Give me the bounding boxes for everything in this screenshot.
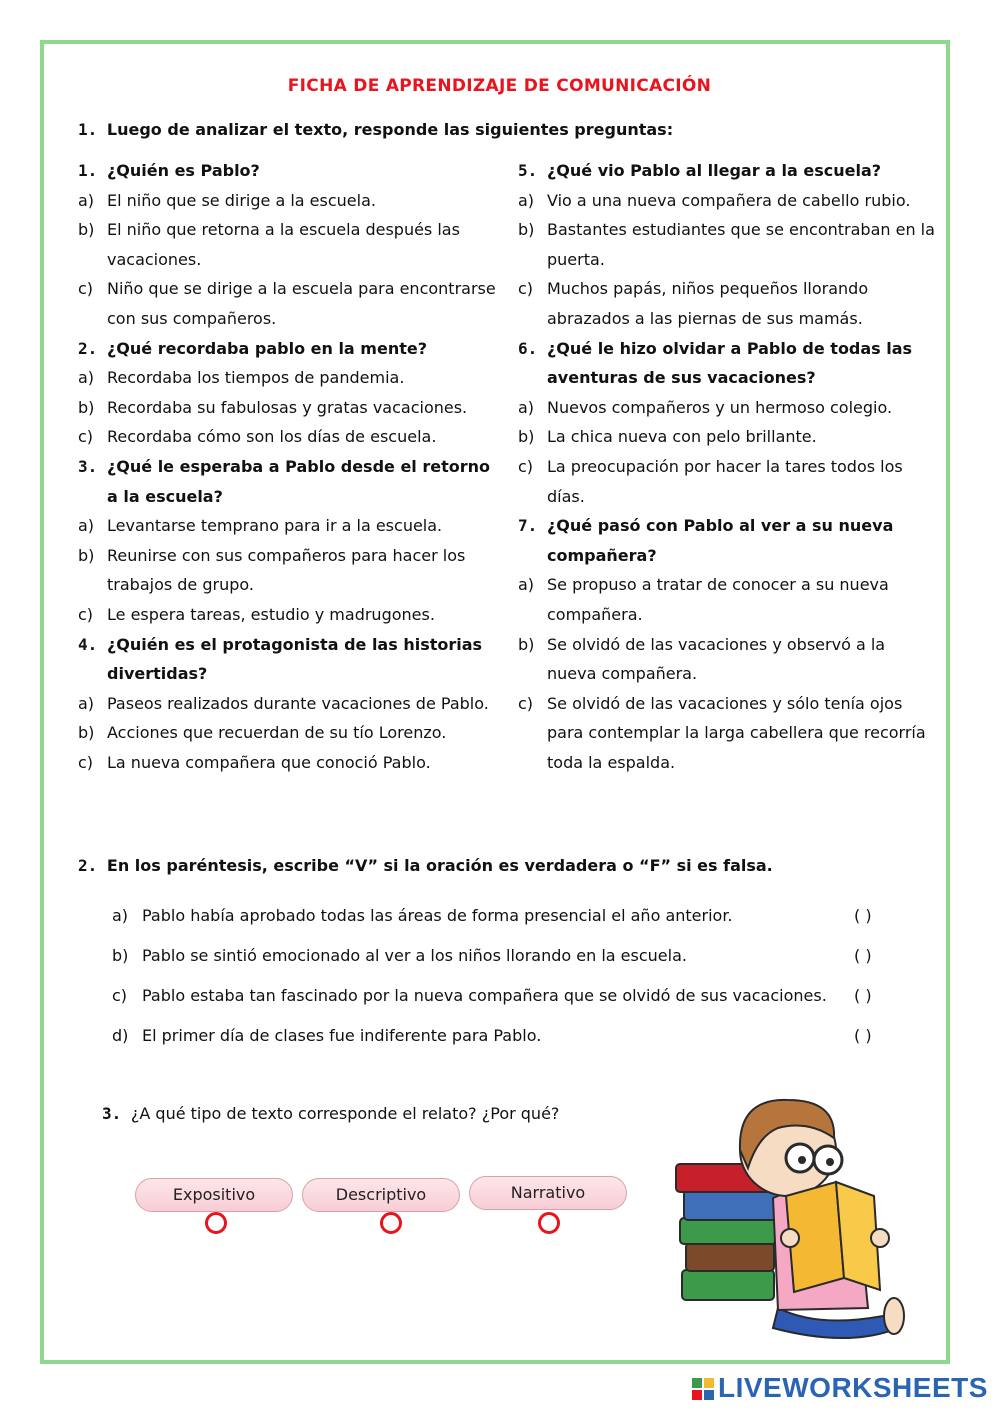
item-text: Nuevos compañeros y un hermoso colegio. [547, 397, 893, 417]
item-text: Acciones que recuerdan de su tío Lorenzo. [107, 723, 447, 743]
item-text: ¿Quién es el protagonista de las historias divertidas? [107, 634, 483, 684]
item-text: La nueva compañera que conoció Pablo. [107, 752, 431, 772]
item-marker: 3. [78, 456, 98, 476]
true-false-item [112, 986, 902, 1010]
section1-heading [78, 120, 673, 139]
answer-option [78, 422, 498, 452]
liveworksheets-brand[interactable]: LIVEWORKSHEETS [718, 1372, 988, 1403]
questions-right-column [518, 156, 938, 777]
item-marker: b) [518, 220, 535, 240]
item-text: La chica nueva con pelo brillante. [547, 427, 817, 447]
radio-descriptivo[interactable] [380, 1212, 402, 1234]
item-text: Recordaba cómo son los días de escuela. [107, 427, 437, 447]
item-marker: b) [78, 723, 95, 743]
questions-left-column [78, 156, 498, 777]
question-item [78, 452, 498, 511]
radio-expositivo[interactable] [205, 1212, 227, 1234]
item-text: Paseos realizados durante vacaciones de Pablo. [107, 693, 489, 713]
question-item [518, 156, 938, 186]
statement-text: Pablo estaba tan fascinado por la nueva compañera que se olvidó de sus vacaciones. [142, 986, 827, 1005]
answer-option [78, 393, 498, 423]
answer-parentheses[interactable]: ( ) [854, 906, 872, 925]
item-text: Le espera tareas, estudio y madrugones. [107, 604, 435, 624]
item-marker: a) [518, 190, 535, 210]
item-marker: a) [518, 397, 535, 417]
item-text: Recordaba los tiempos de pandemia. [107, 368, 405, 388]
section3-question: ¿A qué tipo de texto corresponde el relato? ¿Por qué? [130, 1104, 560, 1123]
book-brown [686, 1243, 774, 1271]
item-text: Recordaba su fabulosas y gratas vacaciones. [107, 397, 468, 417]
answer-option [78, 718, 498, 748]
item-marker: b) [78, 545, 95, 565]
item-marker: a) [112, 906, 129, 925]
radio-narrativo[interactable] [538, 1212, 560, 1234]
item-marker: b) [518, 634, 535, 654]
item-marker: c) [78, 752, 94, 772]
item-marker: c) [518, 456, 534, 476]
question-item [78, 156, 498, 186]
item-text: La preocupación por hacer la tares todos los días. [547, 456, 903, 506]
boy-reading-illustration [668, 1078, 918, 1358]
item-marker: 7. [518, 516, 538, 536]
legs [773, 1308, 898, 1338]
item-marker: a) [518, 575, 535, 595]
item-text: El niño que se dirige a la escuela. [107, 190, 376, 210]
statement-text: El primer día de clases fue indiferente para Pablo. [142, 1026, 542, 1045]
question-item [518, 511, 938, 570]
section2-number: 2. [78, 856, 98, 875]
item-marker: 4. [78, 634, 98, 654]
liveworksheets-logo-icon [692, 1378, 714, 1400]
book-green [680, 1218, 776, 1244]
item-text: El niño que retorna a la escuela después las vacaciones. [107, 220, 460, 269]
item-marker: a) [78, 190, 95, 210]
item-marker: 6. [518, 338, 538, 358]
statement-text: Pablo se sintió emocionado al ver a los niños llorando en la escuela. [142, 946, 687, 965]
book-blue [684, 1190, 778, 1220]
section2-heading [78, 856, 773, 875]
answer-option [518, 689, 938, 778]
answer-option [78, 600, 498, 630]
page-title: FICHA DE APRENDIZAJE DE COMUNICACIÓN [287, 76, 712, 96]
item-marker: c) [78, 279, 94, 299]
answer-option [518, 630, 938, 689]
section2-heading-text: En los paréntesis, escribe “V” si la oración es verdadera o “F” si es falsa. [106, 856, 773, 875]
answer-option [518, 215, 938, 274]
question-item [518, 334, 938, 393]
hand-left [781, 1229, 799, 1247]
option-expositivo[interactable]: Expositivo [135, 1178, 293, 1212]
question-item [78, 630, 498, 689]
item-marker: c) [518, 693, 534, 713]
option-descriptivo[interactable]: Descriptivo [302, 1178, 460, 1212]
item-marker: b) [78, 397, 95, 417]
item-text: Bastantes estudiantes que se encontraban en la puerta. [547, 220, 935, 269]
eye-left [798, 1156, 806, 1164]
item-marker: 2. [78, 338, 98, 358]
answer-option [78, 748, 498, 778]
answer-option [518, 186, 938, 216]
answer-option [78, 541, 498, 600]
item-text: ¿Qué le esperaba a Pablo desde el retorno a la escuela? [107, 456, 491, 506]
item-marker: b) [518, 427, 535, 447]
item-text: Niño que se dirige a la escuela para encontrarse con sus compañeros. [107, 279, 496, 328]
item-text: Reunirse con sus compañeros para hacer los trabajos de grupo. [107, 545, 466, 595]
hand-right [871, 1229, 889, 1247]
item-text: Levantarse temprano para ir a la escuela. [107, 516, 443, 536]
answer-option [518, 393, 938, 423]
answer-option [78, 274, 498, 333]
item-marker: 5. [518, 161, 538, 180]
true-false-item [112, 1026, 902, 1050]
foot [884, 1298, 904, 1334]
item-marker: c) [78, 604, 94, 624]
answer-option [518, 274, 938, 333]
answer-option [518, 452, 938, 511]
answer-option [78, 215, 498, 274]
answer-option [78, 186, 498, 216]
item-marker: d) [112, 1026, 129, 1045]
item-marker: 1. [78, 161, 98, 180]
section1-number: 1. [78, 120, 98, 139]
item-text: Se olvidó de las vacaciones y sólo tenía ojos para contemplar la larga cabellera que recorría toda la espalda. [547, 693, 926, 772]
item-text: ¿Qué recordaba pablo en la mente? [107, 338, 427, 358]
item-marker: b) [78, 220, 95, 240]
option-narrativo[interactable]: Narrativo [469, 1176, 627, 1210]
answer-option [518, 570, 938, 629]
eye-right [826, 1158, 834, 1166]
item-text: Muchos papás, niños pequeños llorando abrazados a las piernas de sus mamás. [547, 279, 869, 328]
item-text: ¿Qué vio Pablo al llegar a la escuela? [547, 161, 882, 180]
answer-parentheses[interactable]: ( ) [854, 986, 872, 1005]
question-item [78, 334, 498, 364]
item-marker: c) [78, 427, 94, 447]
statement-text: Pablo había aprobado todas las áreas de forma presencial el año anterior. [142, 906, 733, 925]
item-marker: b) [112, 946, 129, 965]
item-text: ¿Qué le hizo olvidar a Pablo de todas las aventuras de sus vacaciones? [547, 338, 913, 388]
answer-option [78, 689, 498, 719]
item-text: ¿Quién es Pablo? [107, 161, 260, 180]
item-text: Vio a una nueva compañera de cabello rubio. [547, 190, 911, 210]
item-marker: a) [78, 693, 95, 713]
section3-heading [102, 1104, 559, 1123]
section1-heading-text: Luego de analizar el texto, responde las siguientes preguntas: [106, 120, 674, 139]
section3-number: 3. [102, 1104, 122, 1123]
item-marker: c) [518, 279, 534, 299]
answer-option [78, 363, 498, 393]
item-text: Se propuso a tratar de conocer a su nueva compañera. [547, 575, 889, 624]
item-marker: c) [112, 986, 128, 1005]
answer-option [78, 511, 498, 541]
answer-parentheses[interactable]: ( ) [854, 946, 872, 965]
answer-parentheses[interactable]: ( ) [854, 1026, 872, 1045]
item-text: ¿Qué pasó con Pablo al ver a su nueva compañera? [547, 516, 894, 565]
answer-option [518, 422, 938, 452]
item-text: Se olvidó de las vacaciones y observó a la nueva compañera. [547, 634, 886, 684]
true-false-item [112, 906, 902, 930]
item-marker: a) [78, 368, 95, 388]
true-false-item [112, 946, 902, 970]
book-green-bottom [682, 1270, 774, 1300]
item-marker: a) [78, 516, 95, 536]
